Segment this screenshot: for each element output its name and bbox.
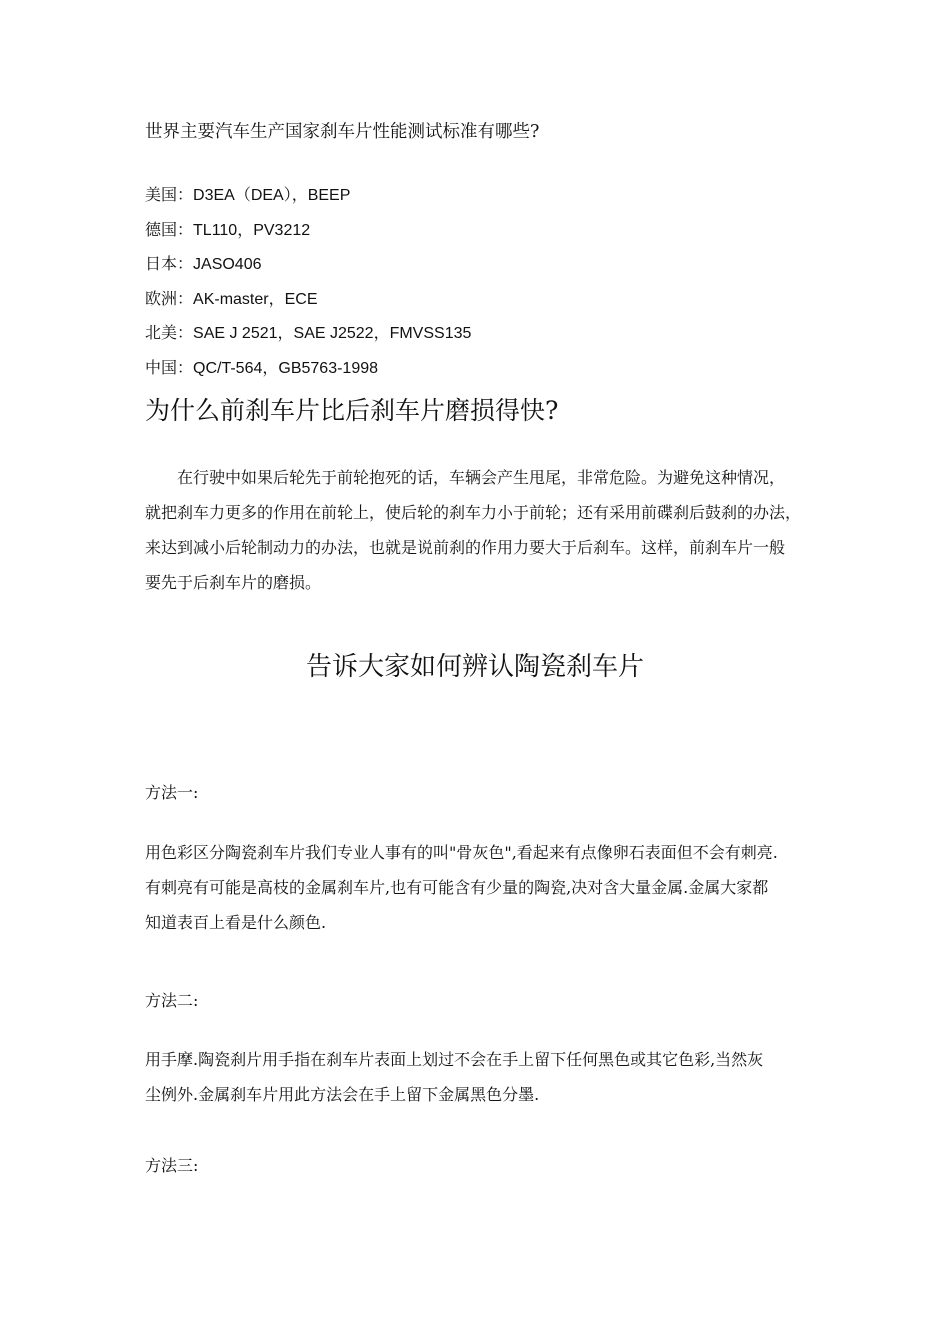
country-label: 德国： xyxy=(145,219,194,239)
section-title-ceramic: 告诉大家如何辨认陶瓷刹车片 xyxy=(305,652,644,682)
paragraph-line: 要先于后刹车片的磨损。 xyxy=(145,573,322,592)
method-three-label: 方法三: xyxy=(145,1156,199,1175)
standards-list xyxy=(145,178,815,385)
standard-value: SAE J 2521，SAE J2522，FMVSS135 xyxy=(193,325,472,342)
paragraph-line: 就把刹车力更多的作用在前轮上，使后轮的刹车力小于前轮；还有采用前碟刹后鼓刹的办法， xyxy=(145,503,802,522)
paragraph-line: 来达到减小后轮制动力的办法，也就是说前刹的作用力要大于后刹车。这样，前刹车片一般 xyxy=(145,538,786,557)
question-standards: 世界主要汽车生产国家刹车片性能测试标准有哪些? xyxy=(145,122,540,142)
paragraph-line: 知道表百上看是什么颜色. xyxy=(145,913,327,932)
standard-row-germany xyxy=(145,213,815,248)
method-two-label: 方法二: xyxy=(145,991,199,1010)
country-label: 欧洲： xyxy=(145,288,194,308)
standard-value: JASO406 xyxy=(193,256,262,273)
method-one-text xyxy=(145,835,815,940)
country-label: 中国： xyxy=(145,357,194,377)
standard-row-usa xyxy=(145,178,815,213)
paragraph-line: 用色彩区分陶瓷刹车片我们专业人事有的叫"骨灰色",看起来有点像卵石表面但不会有刺亮. xyxy=(145,843,778,862)
paragraph-line: 有刺亮有可能是高枝的金属刹车片,也有可能含有少量的陶瓷,决对含大量金属.金属大家都 xyxy=(145,878,769,897)
standard-row-north-america xyxy=(145,316,815,351)
answer-front-pad-wear xyxy=(145,460,815,600)
paragraph-line: 在行驶中如果后轮先于前轮抱死的话，车辆会产生甩尾，非常危险。为避免这种情况， xyxy=(145,468,786,487)
standard-row-europe xyxy=(145,282,815,317)
country-label: 美国： xyxy=(145,185,194,204)
method-two-text xyxy=(145,1042,815,1112)
standard-row-china xyxy=(145,351,815,386)
standard-value: AK-master，ECE xyxy=(193,290,318,308)
paragraph-line: 用手摩.陶瓷刹片用手指在刹车片表面上划过不会在手上留下任何黑色或其它色彩,当然灰 xyxy=(145,1050,764,1069)
country-label: 北美： xyxy=(145,323,194,342)
standard-value: TL110，PV3212 xyxy=(193,221,311,239)
standard-row-japan xyxy=(145,247,815,282)
standard-value: D3EA（DEA），BEEP xyxy=(193,187,351,204)
paragraph-line: 尘例外.金属刹车片用此方法会在手上留下金属黑色分墨. xyxy=(145,1085,540,1104)
question-front-pad-wear: 为什么前刹车片比后刹车片磨损得快? xyxy=(145,396,559,425)
standard-value: QC/T-564，GB5763-1998 xyxy=(193,359,379,377)
method-one-label: 方法一: xyxy=(145,783,199,802)
country-label: 日本： xyxy=(145,254,194,273)
